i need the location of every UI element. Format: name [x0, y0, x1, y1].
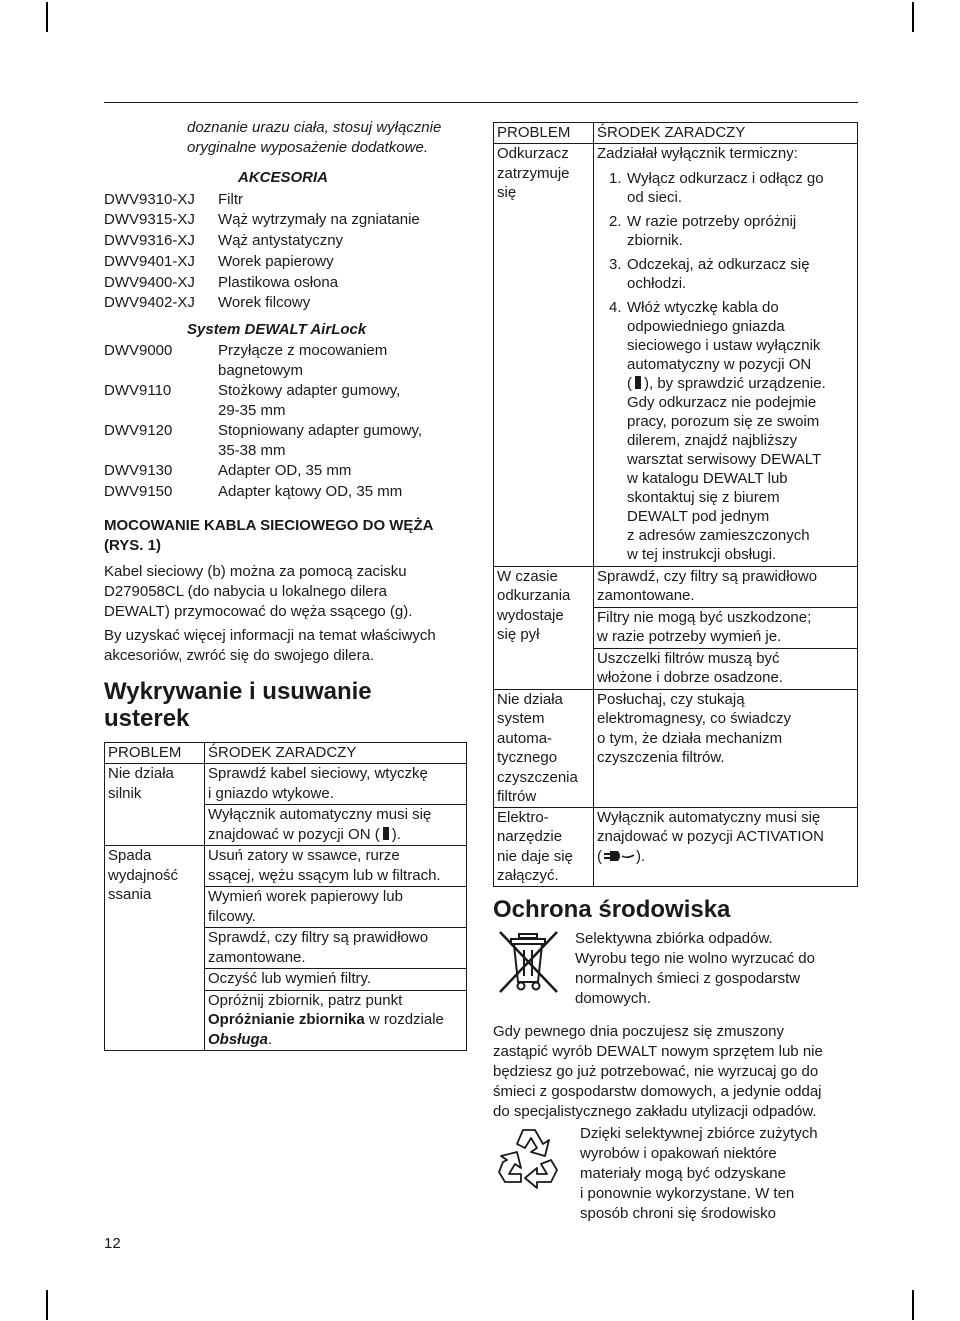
environment-paragraph: Gdy pewnego dnia poczujesz się zmuszony zastąpić wyrób DEWALT nowym sprzętem lub nie będziesz go już potrzebować, nie wyrzucaj go do śmieci z gospodarstw domowych, a jedynie oddaj do specjalistycznego zakładu utylizacji odpadów.: [493, 1023, 823, 1120]
remedy-cell: Zadziałał wyłącznik termiczny: 1. Wyłącz odkurzacz i odłącz go od sieci. 2. W razie potrzeby opróżnij zbiornik. 3. Odczekaj, aż odkurzacz się ochłodzi. 4. Włóż wtyczkę kabla do odpowiedniego gniazda sieciowego i ustaw wyłącznik automatyczny w pozycji ON ( ), by sprawdzić urządzenie. Gdy odkurzacz nie podejmie pracy, porozum się ze swoim dilerem, znajdź najbliższy warsztat serwisowy DEWALT w katalogu DEWALT lub skontaktuj się z biurem DEWALT pod jednym z adresów zamieszczonych w tej instrukcji obsługi.: [594, 144, 858, 567]
accessory-row: DWV9315-XJ Wąż wytrzymały na zgniatanie: [104, 211, 420, 228]
column-header-problem: PROBLEM: [105, 743, 205, 764]
accessory-row: DWV9402-XJ Worek filcowy: [104, 294, 311, 311]
troubleshooting-title: Wykrywanie i usuwanie usterek: [104, 678, 372, 732]
on-switch-icon: [635, 376, 641, 389]
crop-mark: [46, 2, 48, 32]
troubleshooting-table-left: [104, 742, 467, 1051]
header-rule: [104, 102, 858, 103]
dealer-paragraph: By uzyskać więcej informacji na temat właściwych akcesoriów, zwróć się do swojego dilera.: [104, 627, 436, 664]
accessory-row: DWV9400-XJ Plastikowa osłona: [104, 274, 339, 291]
accessory-row: DWV9316-XJ Wąż antystatyczny: [104, 232, 344, 249]
airlock-title: System DEWALT AirLock: [187, 321, 367, 338]
problem-cell: Nie działa silnik: [105, 764, 205, 846]
airlock-row: DWV9120 Stopniowany adapter gumowy, 35-38 mm: [104, 422, 423, 459]
cable-paragraph: Kabel sieciowy (b) można za pomocą zacisku D279058CL (do nabycia u lokalnego dilera DEWALT) przymocować do węża ssącego (g).: [104, 563, 413, 620]
recycling-text: Dzięki selektywnej zbiórce zużytych wyrobów i opakowań niektóre materiały mogą być odzyskane i ponownie wykorzystane. W ten sposób chroni się środowisko: [580, 1125, 818, 1222]
on-switch-icon: [383, 827, 389, 840]
problem-cell: W czasie odkurzania wydostaje się pył: [494, 566, 594, 689]
column-header-problem: PROBLEM: [494, 123, 594, 144]
recycle-icon: [493, 1124, 565, 1194]
accessory-row: DWV9401-XJ Worek papierowy: [104, 253, 334, 270]
remedy-cell: Posłuchaj, czy stukają elektromagnesy, co świadczy o tym, że działa mechanizm czyszczenia filtrów.: [594, 689, 858, 807]
accessories-title: AKCESORIA: [238, 169, 329, 186]
column-header-remedy: ŚRODEK ZARADCZY: [205, 743, 467, 764]
activation-plug-icon: [602, 849, 636, 863]
problem-cell: Odkurzacz zatrzymuje się: [494, 144, 594, 567]
airlock-row: DWV9110 Stożkowy adapter gumowy, 29-35 mm: [104, 382, 401, 419]
cable-heading: MOCOWANIE KABLA SIECIOWEGO DO WĘŻA (RYS. 1): [104, 517, 434, 554]
remedy-cell: Wyłącznik automatyczny musi się znajdować w pozycji ACTIVATION ( ).: [594, 807, 858, 886]
crop-mark: [912, 2, 914, 32]
airlock-row: DWV9000 Przyłącze z mocowaniem bagnetowym: [104, 342, 388, 379]
remedy-cell: Usuń zatory w ssawce, rurze ssącej, wężu ssącym lub w filtrach. Wymień worek papierowy lub filcowy. Sprawdź, czy filtry są prawidłowo zamontowane. Oczyść lub wymień filtry. Opróżnij zbiornik, patrz punkt Opróżnianie zbiornika w rozdziale Obsługa.: [205, 846, 467, 1051]
disposal-text: Selektywna zbiórka odpadów. Wyrobu tego nie wolno wyrzucać do normalnych śmieci z gospodarstw domowych.: [575, 930, 815, 1007]
problem-cell: Spada wydajność ssania: [105, 846, 205, 1051]
crossed-bin-icon: [495, 928, 565, 996]
crop-mark: [46, 1290, 48, 1320]
environment-title: Ochrona środowiska: [493, 896, 731, 923]
airlock-row: DWV9130 Adapter OD, 35 mm: [104, 462, 352, 479]
intro-text: doznanie urazu ciała, stosuj wyłącznie oryginalne wyposażenie dodatkowe.: [187, 119, 442, 156]
page-number: 12: [104, 1235, 121, 1252]
remedy-cell: Sprawdź kabel sieciowy, wtyczkę i gniazdo wtykowe. Wyłącznik automatyczny musi się znajdować w pozycji ON ( ).: [205, 764, 467, 846]
troubleshooting-table-right: [493, 122, 858, 887]
airlock-row: DWV9150 Adapter kątowy OD, 35 mm: [104, 483, 403, 500]
problem-cell: Elektro- narzędzie nie daje się załączyć.: [494, 807, 594, 886]
remedy-cell: Sprawdź, czy filtry są prawidłowo zamontowane. Filtry nie mogą być uszkodzone; w razie potrzeby wymień je. Uszczelki filtrów muszą być włożone i dobrze osadzone.: [594, 566, 858, 689]
crop-mark: [912, 1290, 914, 1320]
accessory-row: DWV9310-XJ Filtr: [104, 191, 243, 208]
problem-cell: Nie działa system automa- tycznego czyszczenia filtrów: [494, 689, 594, 807]
column-header-remedy: ŚRODEK ZARADCZY: [594, 123, 858, 144]
